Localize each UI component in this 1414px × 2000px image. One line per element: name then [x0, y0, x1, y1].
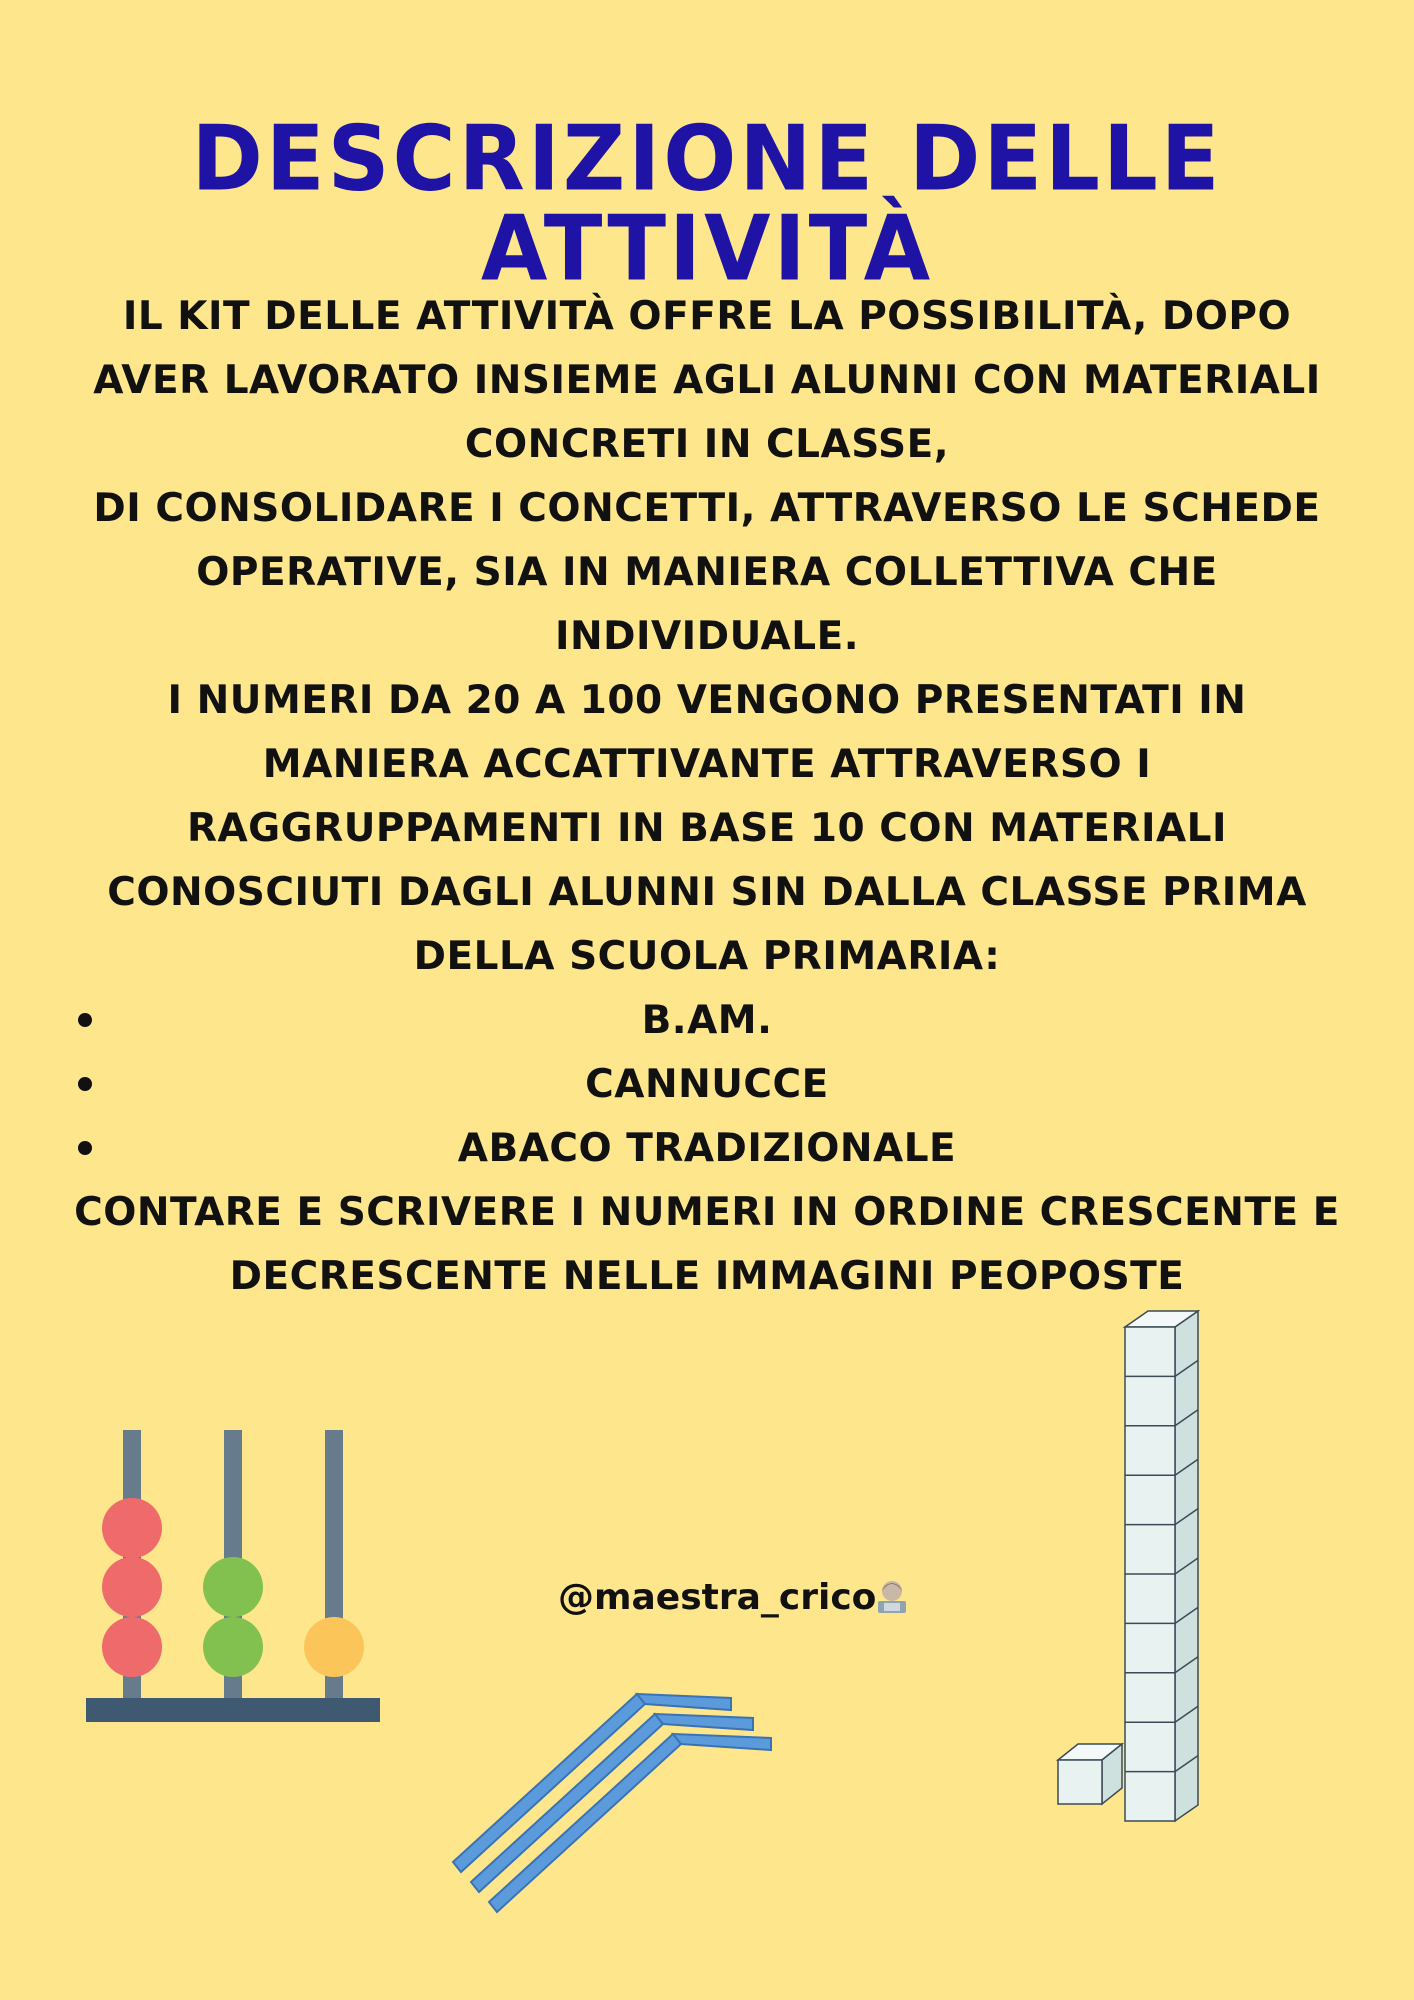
text-line: IL KIT DELLE ATTIVITÀ OFFRE LA POSSIBILITÀ, DOPO — [122, 294, 1292, 339]
abacus-icon — [80, 1420, 390, 1730]
list-item — [30, 1117, 1384, 1181]
description-text — [30, 285, 1384, 1309]
bullet-dot — [78, 1013, 92, 1027]
text-line: I NUMERI DA 20 A 100 VENGONO PRESENTATI IN — [167, 678, 1247, 723]
woman-technologist-emoji — [876, 1579, 908, 1613]
text-line: OPERATIVE, SIA IN MANIERA COLLETTIVA CHE — [196, 550, 1218, 595]
straws-icon — [445, 1680, 785, 1920]
text-line: CONTARE E SCRIVERE I NUMERI IN ORDINE CRESCENTE E — [74, 1190, 1340, 1235]
text-line: DI CONSOLIDARE I CONCETTI, ATTRAVERSO LE SCHEDE — [93, 486, 1321, 531]
list-item-label: CANNUCCE — [585, 1062, 829, 1107]
list-item-label: ABACO TRADIZIONALE — [457, 1126, 957, 1171]
text-line: DELLA SCUOLA PRIMARIA: — [413, 934, 1001, 979]
list-item — [30, 1053, 1384, 1117]
text-line: DECRESCENTE NELLE IMMAGINI PEOPOSTE — [229, 1254, 1185, 1299]
materials-list — [30, 989, 1384, 1181]
page-title: DESCRIZIONE DELLE ATTIVITÀ — [191, 106, 1223, 302]
text-line: CONCRETI IN CLASSE, — [464, 422, 950, 467]
text-line: INDIVIDUALE. — [554, 614, 860, 659]
list-item — [30, 989, 1384, 1053]
list-item-label: B.AM. — [641, 998, 773, 1043]
bullet-dot — [78, 1077, 92, 1091]
text-line: MANIERA ACCATTIVANTE ATTRAVERSO I — [262, 742, 1152, 787]
base-ten-blocks-icon — [1050, 1305, 1260, 1825]
handle-text: @maestra_crico — [558, 1577, 877, 1618]
author-handle — [558, 1577, 908, 1618]
bullet-dot — [78, 1141, 92, 1155]
text-line: AVER LAVORATO INSIEME AGLI ALUNNI CON MATERIALI — [93, 358, 1321, 403]
text-line: RAGGRUPPAMENTI IN BASE 10 CON MATERIALI — [186, 806, 1228, 851]
text-line: CONOSCIUTI DAGLI ALUNNI SIN DALLA CLASSE PRIMA — [107, 870, 1307, 915]
